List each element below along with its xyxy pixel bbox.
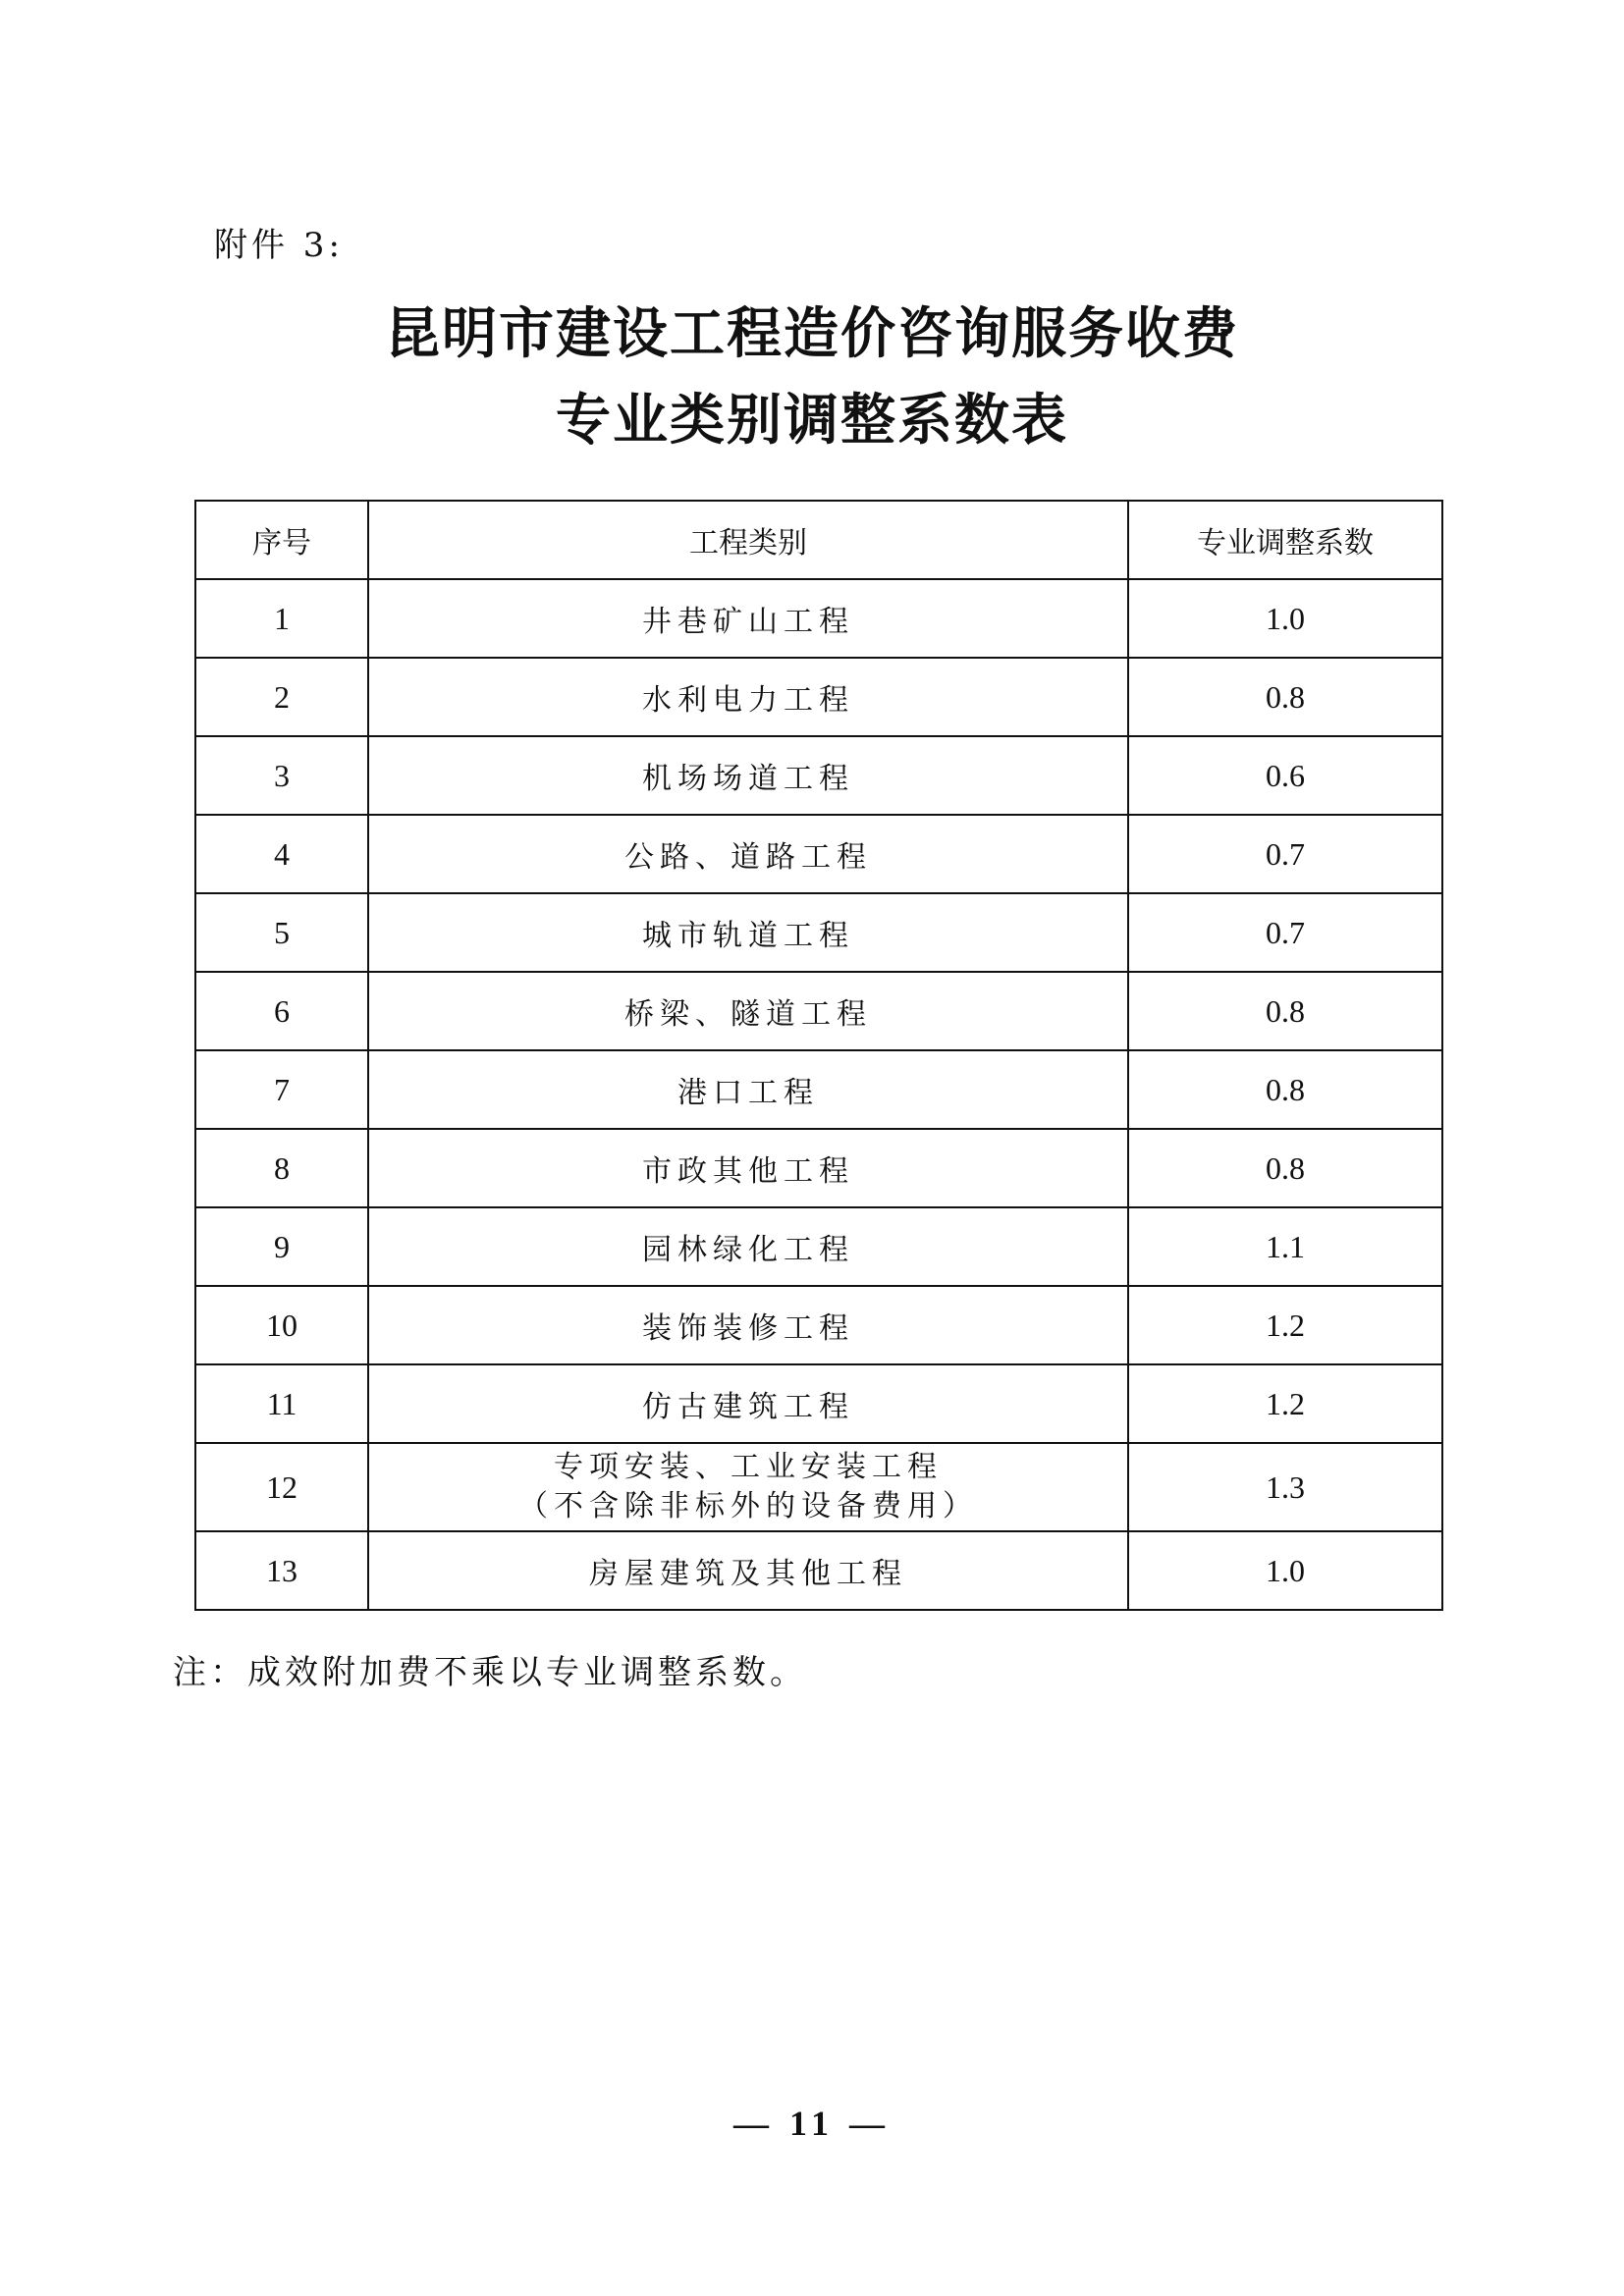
row-coefficient: 1.3 (1128, 1443, 1442, 1531)
table-row (195, 893, 1442, 972)
table-row (195, 1364, 1442, 1443)
row-coefficient: 0.7 (1128, 815, 1442, 893)
table-row (195, 579, 1442, 658)
row-category: 房屋建筑及其他工程 (368, 1531, 1128, 1610)
row-coefficient: 1.1 (1128, 1207, 1442, 1286)
column-header-no: 序号 (195, 501, 368, 579)
row-number: 13 (195, 1531, 368, 1610)
row-category: 园林绿化工程 (368, 1207, 1128, 1286)
row-coefficient: 1.2 (1128, 1364, 1442, 1443)
row-category: 机场场道工程 (368, 736, 1128, 815)
row-category: 井巷矿山工程 (368, 579, 1128, 658)
row-category-multiline (368, 1443, 1128, 1531)
row-coefficient: 0.8 (1128, 972, 1442, 1050)
table-row (195, 736, 1442, 815)
table-row (195, 815, 1442, 893)
column-header-category: 工程类别 (368, 501, 1128, 579)
row-category: 仿古建筑工程 (368, 1364, 1128, 1443)
row-number: 6 (195, 972, 368, 1050)
row-number: 9 (195, 1207, 368, 1286)
row-number: 2 (195, 658, 368, 736)
row-category: 桥梁、隧道工程 (368, 972, 1128, 1050)
page-number: — 11 — (732, 2104, 891, 2143)
row-coefficient: 0.8 (1128, 1129, 1442, 1207)
row-number: 11 (195, 1364, 368, 1443)
row-number: 12 (195, 1443, 368, 1531)
table-row (195, 1207, 1442, 1286)
row-number: 5 (195, 893, 368, 972)
row-category: 水利电力工程 (368, 658, 1128, 736)
document-title-line2: 专业类别调整系数表 (556, 389, 1068, 453)
table-row (195, 1443, 1442, 1531)
row-number: 3 (195, 736, 368, 815)
table-row (195, 1531, 1442, 1610)
row-category: 装饰装修工程 (368, 1286, 1128, 1364)
table-header-row (195, 501, 1442, 579)
table-note: 注：成效附加费不乘以专业调整系数。 (173, 1653, 807, 1692)
row-coefficient: 1.0 (1128, 579, 1442, 658)
table-row (195, 658, 1442, 736)
row-number: 7 (195, 1050, 368, 1129)
row-number: 10 (195, 1286, 368, 1364)
row-coefficient: 0.6 (1128, 736, 1442, 815)
coefficient-table (194, 500, 1443, 1611)
row-category: 专项安装、工业安装工程 (554, 1450, 943, 1484)
row-number: 4 (195, 815, 368, 893)
table-row (195, 1050, 1442, 1129)
attachment-label: 附件 3: (214, 226, 344, 265)
row-coefficient: 1.2 (1128, 1286, 1442, 1364)
document-title-line1: 昆明市建设工程造价咨询服务收费 (385, 302, 1239, 366)
row-number: 1 (195, 579, 368, 658)
row-category: 公路、道路工程 (368, 815, 1128, 893)
column-header-coefficient: 专业调整系数 (1128, 501, 1442, 579)
row-category-note: （不含除非标外的设备费用） (518, 1489, 978, 1523)
row-coefficient: 0.7 (1128, 893, 1442, 972)
table-row (195, 1286, 1442, 1364)
row-coefficient: 1.0 (1128, 1531, 1442, 1610)
table-row (195, 1129, 1442, 1207)
row-category: 市政其他工程 (368, 1129, 1128, 1207)
row-coefficient: 0.8 (1128, 1050, 1442, 1129)
row-number: 8 (195, 1129, 368, 1207)
row-category: 港口工程 (368, 1050, 1128, 1129)
row-coefficient: 0.8 (1128, 658, 1442, 736)
row-category: 城市轨道工程 (368, 893, 1128, 972)
table-row (195, 972, 1442, 1050)
